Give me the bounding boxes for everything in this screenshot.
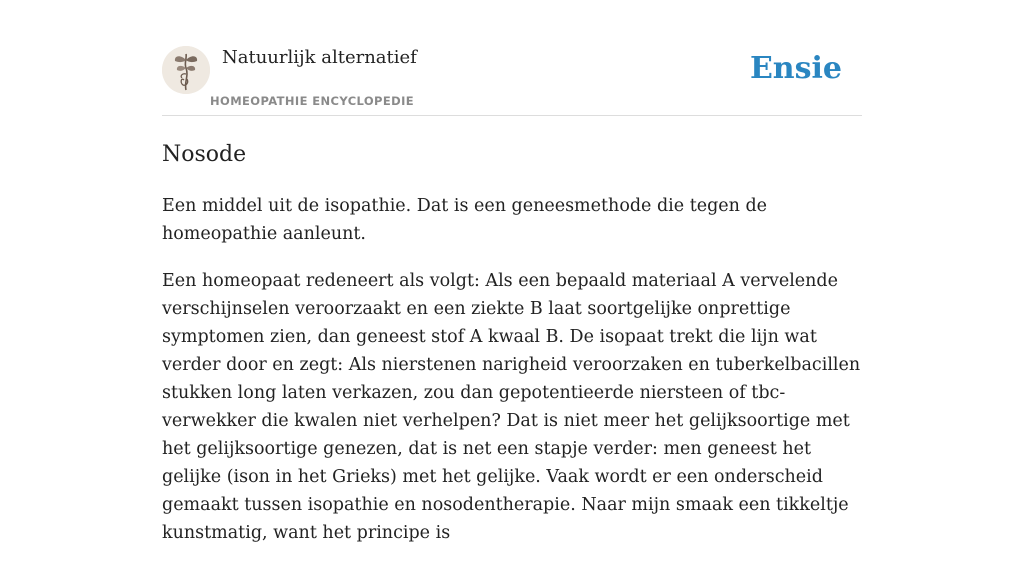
page: [162, 0, 862, 543]
header: [162, 0, 862, 116]
article-paragraph: Een homeopaat redeneert als volgt: Als een bepaald materiaal A vervelende verschijnselen veroorzaakt en een ziekte B laat soortgelijke onprettige symptomen zien, dan geneest stof A kwaal B. De isopaat trekt die lijn wat verder door en zegt: Als nierstenen narigheid veroorzaken en tuberkelbacillen stukken long laten verkazen, zou dan gepotentieerde niersteen of tbc-verwekker die kwalen niet verhelpen? Dat is niet meer het gelijksoortige met het gelijksoortige genezen, dat is net een stapje verder: men geneest het gelijke (ison in het Grieks) met het gelijke. Vaak wordt er een onderscheid gemaakt tussen isopathie en nosodentherapie. Naar mijn smaak een tikkeltje kunstmatig, want het principe is: [162, 271, 861, 543]
site-name[interactable]: Natuurlijk alternatief: [222, 47, 417, 68]
brand-logo-link[interactable]: Ensie: [749, 51, 842, 86]
article-title: Nosode: [162, 142, 247, 167]
site-subtitle: HOMEOPATHIE ENCYCLOPEDIE: [210, 94, 414, 108]
article-paragraph: Een middel uit de isopathie. Dat is een geneesmethode die tegen de homeopathie aanleunt.: [162, 196, 768, 244]
plant-logo-icon[interactable]: [162, 46, 210, 94]
article-content: [162, 192, 862, 566]
